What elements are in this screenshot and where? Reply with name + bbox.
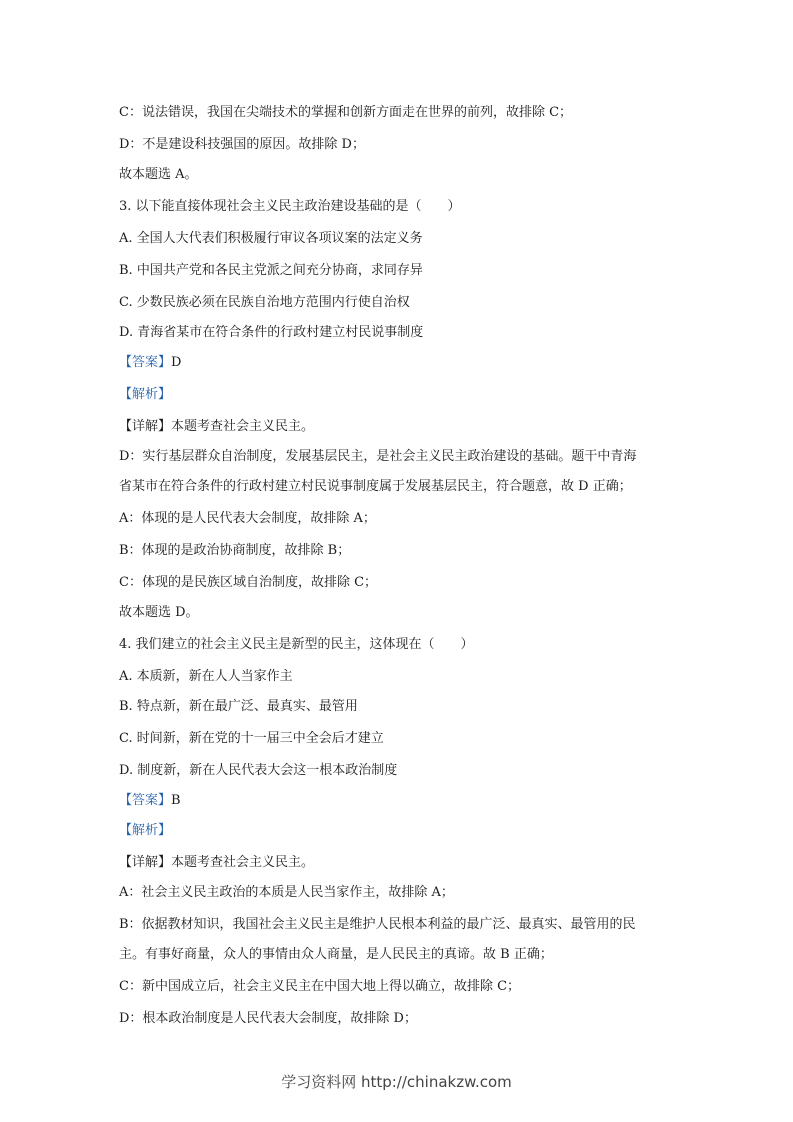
line-text: A：体现的是人民代表大会制度，故排除 A； xyxy=(119,511,376,526)
text-line xyxy=(119,294,410,312)
text-line xyxy=(119,354,181,372)
text-line xyxy=(119,230,423,248)
text-line xyxy=(119,792,181,810)
line-text: C. 少数民族必须在民族自治地方范围内行使自治权 xyxy=(119,295,410,310)
line-text: A：社会主义民主政治的本质是人民当家作主，故排除 A； xyxy=(119,885,454,900)
text-line xyxy=(119,916,636,934)
line-text: 主。有事好商量，众人的事情由众人商量，是人民民主的真谛。故 B 正确； xyxy=(119,947,553,962)
text-line xyxy=(119,478,632,496)
page-footer: 学习资料网 http://chinakzw.com xyxy=(281,1073,512,1091)
text-line xyxy=(119,104,572,122)
text-line xyxy=(119,762,397,780)
text-line xyxy=(119,668,293,686)
text-line xyxy=(119,542,350,560)
text-line xyxy=(119,604,199,622)
line-text: D xyxy=(171,355,182,370)
text-line xyxy=(119,730,384,748)
line-text: 故本题选 A。 xyxy=(119,167,198,182)
line-text: 【详解】本题考查社会主义民主。 xyxy=(119,419,315,434)
section-tag: 【答案】 xyxy=(119,793,172,808)
section-tag: 【答案】 xyxy=(119,355,172,370)
text-line xyxy=(119,1010,417,1028)
line-text: 【详解】本题考查社会主义民主。 xyxy=(119,855,315,870)
text-line xyxy=(119,854,314,872)
text-line xyxy=(119,386,171,404)
text-line xyxy=(119,418,314,436)
section-tag: 【解析】 xyxy=(119,387,172,402)
line-text: D：实行基层群众自治制度，发展基层民主，是社会主义民主政治建设的基础。题干中青海 xyxy=(119,449,637,464)
text-line xyxy=(119,262,423,280)
line-text: B：依据教材知识，我国社会主义民主是维护人民根本利益的最广泛、最真实、最管用的民 xyxy=(119,917,636,932)
text-line xyxy=(119,884,454,902)
line-text: D：不是建设科技强国的原因。故排除 D； xyxy=(119,137,365,152)
line-text: B. 中国共产党和各民主党派之间充分协商，求同存异 xyxy=(119,263,423,278)
text-line xyxy=(119,198,461,216)
line-text: 3. 以下能直接体现社会主义民主政治建设基础的是（ ） xyxy=(119,199,461,214)
text-line xyxy=(119,698,358,716)
section-tag: 【解析】 xyxy=(119,823,172,838)
text-line xyxy=(119,822,171,840)
text-line xyxy=(119,166,198,184)
line-text: B. 特点新，新在最广泛、最真实、最管用 xyxy=(119,699,358,714)
text-line xyxy=(119,574,377,592)
line-text: C：体现的是民族区域自治制度，故排除 C； xyxy=(119,575,378,590)
line-text: 省某市在符合条件的行政村建立村民说事制度属于发展基层民主，符合题意，故 D 正确； xyxy=(119,479,632,494)
line-text: 4. 我们建立的社会主义民主是新型的民主，这体现在（ ） xyxy=(119,637,474,652)
line-text: A. 全国人大代表们积极履行审议各项议案的法定义务 xyxy=(119,231,423,246)
text-line xyxy=(119,324,423,342)
line-text: C：新中国成立后，社会主义民主在中国大地上得以确立，故排除 C； xyxy=(119,979,521,994)
line-text: 故本题选 D。 xyxy=(119,605,199,620)
line-text: D：根本政治制度是人民代表大会制度，故排除 D； xyxy=(119,1011,417,1026)
line-text: A. 本质新，新在人人当家作主 xyxy=(119,669,293,684)
text-line xyxy=(119,946,553,964)
text-line xyxy=(119,978,520,996)
text-line xyxy=(119,636,474,654)
line-text: D. 制度新，新在人民代表大会这一根本政治制度 xyxy=(119,763,398,778)
text-line xyxy=(119,448,636,466)
line-text: C. 时间新，新在党的十一届三中全会后才建立 xyxy=(119,731,384,746)
line-text: B xyxy=(171,793,181,808)
text-line xyxy=(119,510,376,528)
line-text: C：说法错误，我国在尖端技术的掌握和创新方面走在世界的前列，故排除 C； xyxy=(119,105,573,120)
text-line xyxy=(119,136,365,154)
line-text: B：体现的是政治协商制度，故排除 B； xyxy=(119,543,351,558)
line-text: D. 青海省某市在符合条件的行政村建立村民说事制度 xyxy=(119,325,424,340)
